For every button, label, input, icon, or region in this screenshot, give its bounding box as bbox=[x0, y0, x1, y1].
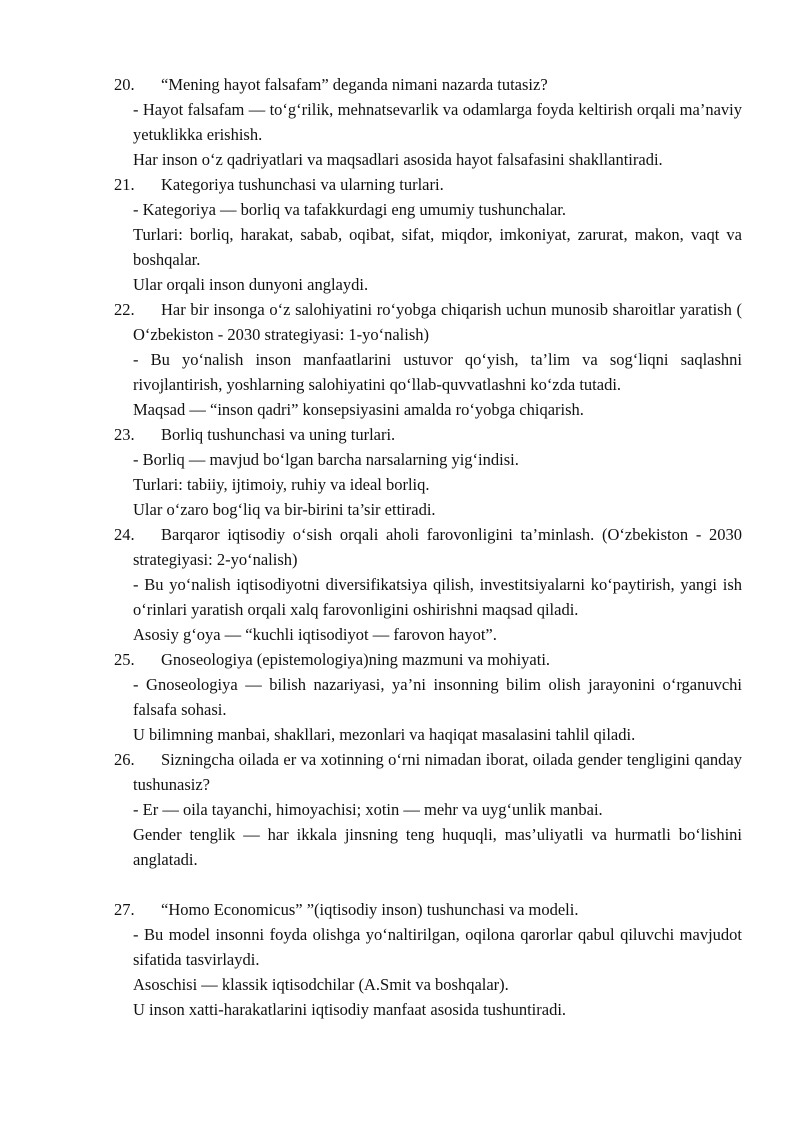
list-item bbox=[0, 897, 800, 1022]
list-item bbox=[0, 297, 800, 422]
item-number: 23. bbox=[114, 425, 135, 444]
item-number: 20. bbox=[114, 75, 135, 94]
item-paragraph: U inson xatti-harakatlarini iqtisodiy manfaat asosida tushuntiradi. bbox=[133, 1000, 567, 1019]
item-heading bbox=[0, 522, 800, 572]
item-number: 22. bbox=[114, 300, 135, 319]
item-title: Kategoriya tushunchasi va ularning turlari. bbox=[161, 175, 444, 194]
item-heading bbox=[0, 422, 800, 447]
item-paragraph: - Hayot falsafam — to‘g‘rilik, mehnatsevarlik va odamlarga foyda keltirish orqali ma’naviy yetuklikka erishish. bbox=[133, 100, 742, 144]
blank-line bbox=[0, 872, 800, 897]
item-paragraph: Asosiy g‘oya — “kuchli iqtisodiyot — farovon hayot”. bbox=[133, 625, 497, 644]
item-paragraph: - Er — oila tayanchi, himoyachisi; xotin — mehr va uyg‘unlik manbai. bbox=[133, 800, 603, 819]
list-item bbox=[0, 647, 800, 747]
item-paragraph: - Kategoriya — borliq va tafakkurdagi eng umumiy tushunchalar. bbox=[133, 200, 567, 219]
item-paragraph: - Gnoseologiya — bilish nazariyasi, ya’ni insonning bilim olish jarayonini o‘rganuvchi falsafa sohasi. bbox=[133, 675, 742, 719]
item-heading bbox=[0, 897, 800, 922]
item-paragraph: - Bu yo‘nalish inson manfaatlarini ustuvor qo‘yish, ta’lim va sog‘liqni saqlashni rivojlantirish, yoshlarning salohiyatini qo‘llab-quvvatlashni ko‘zda tutadi. bbox=[133, 350, 742, 394]
list-item bbox=[0, 422, 800, 522]
item-paragraph: Har inson o‘z qadriyatlari va maqsadlari asosida hayot falsafasini shakllantiradi. bbox=[133, 150, 663, 169]
item-number: 21. bbox=[114, 175, 135, 194]
item-title: “Mening hayot falsafam” deganda nimani nazarda tutasiz? bbox=[161, 75, 548, 94]
item-heading bbox=[0, 172, 800, 197]
item-title: “Homo Economicus” ”(iqtisodiy inson) tushunchasi va modeli. bbox=[161, 900, 579, 919]
list-item bbox=[0, 747, 800, 872]
item-title: Har bir insonga o‘z salohiyatini ro‘yobga chiqarish uchun munosib sharoitlar yaratish ( O‘zbekiston - 2030 strategiyasi: 1-yo‘nalish) bbox=[133, 300, 742, 344]
document-page bbox=[0, 72, 800, 1022]
item-number: 27. bbox=[114, 900, 135, 919]
item-paragraph: Maqsad — “inson qadri” konsepsiyasini amalda ro‘yobga chiqarish. bbox=[133, 400, 584, 419]
list-item bbox=[0, 172, 800, 297]
item-title: Sizningcha oilada er va xotinning o‘rni nimadan iborat, oilada gender tengligini qanday tushunasiz? bbox=[133, 750, 742, 794]
item-number: 26. bbox=[114, 750, 135, 769]
item-heading bbox=[0, 647, 800, 672]
item-paragraph: Asoschisi — klassik iqtisodchilar (A.Smit va boshqalar). bbox=[133, 975, 509, 994]
item-paragraph: U bilimning manbai, shakllari, mezonlari va haqiqat masalasini tahlil qiladi. bbox=[133, 725, 636, 744]
item-heading bbox=[0, 72, 800, 97]
item-paragraph: - Borliq — mavjud bo‘lgan barcha narsalarning yig‘indisi. bbox=[133, 450, 519, 469]
item-paragraph: Turlari: tabiiy, ijtimoiy, ruhiy va ideal borliq. bbox=[133, 475, 430, 494]
item-title: Barqaror iqtisodiy o‘sish orqali aholi farovonligini ta’minlash. (O‘zbekiston - 2030 strategiyasi: 2-yo‘nalish) bbox=[133, 525, 742, 569]
item-paragraph: Ular o‘zaro bog‘liq va bir-birini ta’sir ettiradi. bbox=[133, 500, 436, 519]
item-paragraph: Ular orqali inson dunyoni anglaydi. bbox=[133, 275, 369, 294]
item-number: 25. bbox=[114, 650, 135, 669]
item-paragraph: Gender tenglik — har ikkala jinsning teng huquqli, mas’uliyatli va hurmatli bo‘lishini anglatadi. bbox=[133, 825, 742, 869]
list-item bbox=[0, 72, 800, 172]
item-heading bbox=[0, 747, 800, 797]
list-item bbox=[0, 522, 800, 647]
item-number: 24. bbox=[114, 525, 135, 544]
item-title: Gnoseologiya (epistemologiya)ning mazmuni va mohiyati. bbox=[161, 650, 551, 669]
item-paragraph: - Bu yo‘nalish iqtisodiyotni diversifikatsiya qilish, investitsiyalarni ko‘paytirish, yangi ish o‘rinlari yaratish orqali xalq farovonligini oshirishni maqsad qiladi. bbox=[133, 575, 742, 619]
item-paragraph: - Bu model insonni foyda olishga yo‘naltirilgan, oqilona qarorlar qabul qiluvchi mavjudot sifatida tasvirlaydi. bbox=[133, 925, 742, 969]
item-paragraph: Turlari: borliq, harakat, sabab, oqibat, sifat, miqdor, imkoniyat, zarurat, makon, vaqt va boshqalar. bbox=[133, 225, 742, 269]
item-title: Borliq tushunchasi va uning turlari. bbox=[161, 425, 396, 444]
item-heading bbox=[0, 297, 800, 347]
